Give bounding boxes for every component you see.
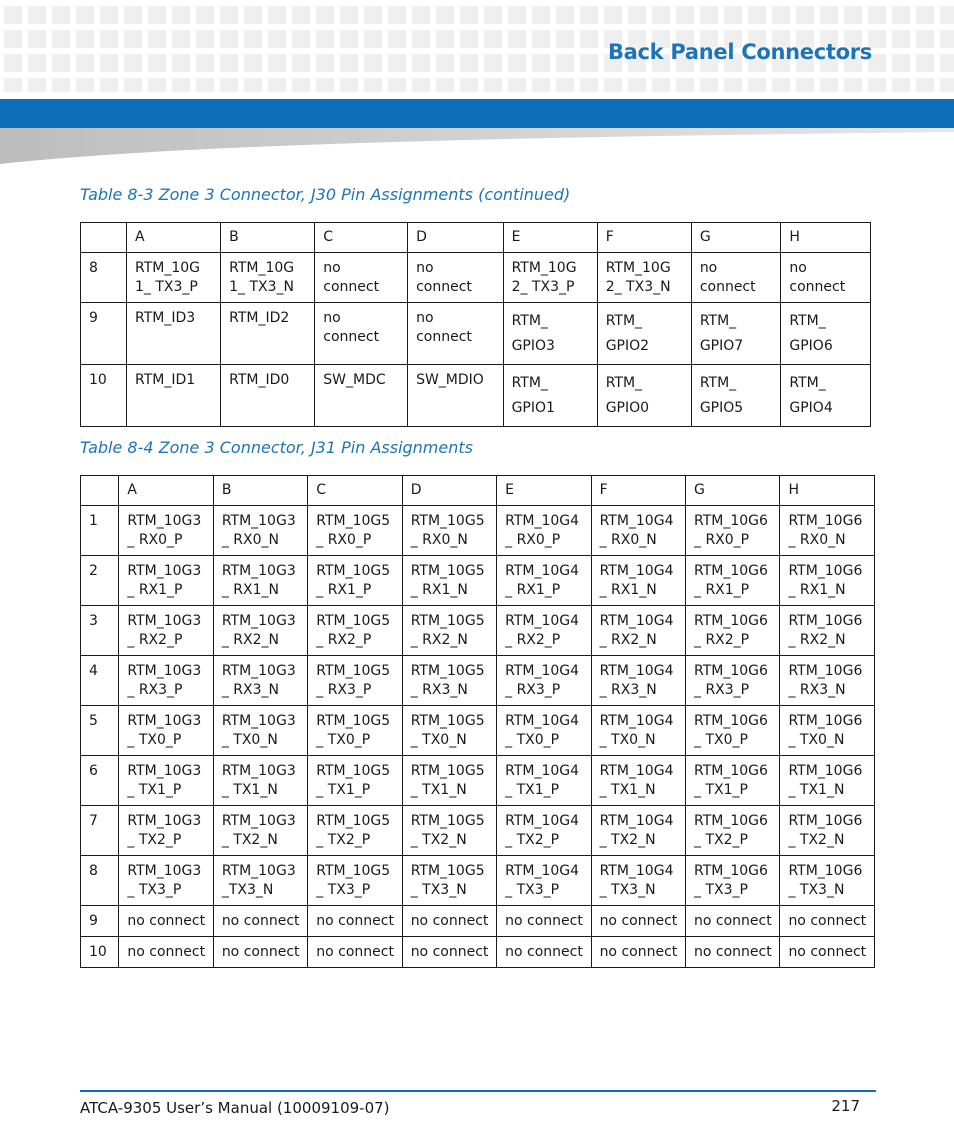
pattern-square xyxy=(292,78,310,92)
table-header-row xyxy=(81,223,871,253)
pattern-square xyxy=(436,6,454,24)
header-gray-swoosh xyxy=(0,128,954,164)
pin-signal-cell: RTM_10G5 _ TX1_N xyxy=(402,756,496,806)
table-row xyxy=(81,506,875,556)
pin-signal-cell: RTM_10G4 _ TX3_N xyxy=(591,856,685,906)
pin-signal-cell: RTM_ID2 xyxy=(221,303,315,365)
row-number-cell: 10 xyxy=(81,937,119,968)
pin-signal-cell: RTM_ GPIO7 xyxy=(691,303,781,365)
pattern-square xyxy=(412,78,430,92)
pin-signal-cell: RTM_10G3 _ RX3_N xyxy=(213,656,307,706)
row-number-cell: 6 xyxy=(81,756,119,806)
pattern-square xyxy=(196,6,214,24)
table-row xyxy=(81,856,875,906)
pin-signal-cell: RTM_10G6 _ RX0_P xyxy=(686,506,780,556)
pattern-square xyxy=(172,54,190,72)
pin-signal-cell: RTM_10G6 _ TX2_N xyxy=(780,806,875,856)
pattern-square xyxy=(484,30,502,48)
pin-signal-cell: RTM_10G3 _ RX2_N xyxy=(213,606,307,656)
pattern-square xyxy=(868,78,886,92)
pattern-square xyxy=(364,30,382,48)
row-number-cell: 7 xyxy=(81,806,119,856)
pattern-square xyxy=(124,6,142,24)
pattern-square xyxy=(700,6,718,24)
pin-signal-cell: RTM_10G3 _ TX3_P xyxy=(119,856,213,906)
pin-signal-cell: RTM_10G5 _ RX3_P xyxy=(308,656,402,706)
pin-signal-cell: SW_MDIO xyxy=(408,365,503,427)
column-header: E xyxy=(497,476,591,506)
pin-signal-cell: RTM_10G3 _ TX2_N xyxy=(213,806,307,856)
pattern-square xyxy=(100,54,118,72)
pin-signal-cell: RTM_10G4 _ RX2_P xyxy=(497,606,591,656)
column-header xyxy=(81,223,127,253)
table-row xyxy=(81,556,875,606)
pin-signal-cell: RTM_10G5 _ TX3_P xyxy=(308,856,402,906)
pattern-square xyxy=(484,78,502,92)
pattern-square xyxy=(484,54,502,72)
pattern-square xyxy=(580,6,598,24)
pattern-square xyxy=(796,78,814,92)
table-row xyxy=(81,806,875,856)
column-header: D xyxy=(402,476,496,506)
pattern-square xyxy=(196,30,214,48)
pattern-square xyxy=(844,78,862,92)
pattern-square xyxy=(508,30,526,48)
pin-signal-cell: no connect xyxy=(408,303,503,365)
row-number-cell: 10 xyxy=(81,365,127,427)
pattern-square xyxy=(244,54,262,72)
pattern-square xyxy=(364,54,382,72)
pin-signal-cell: no connect xyxy=(119,937,213,968)
pin-signal-cell: RTM_10G5 _ TX0_N xyxy=(402,706,496,756)
pin-signal-cell: RTM_10G4 _ TX0_P xyxy=(497,706,591,756)
pin-signal-cell: RTM_ GPIO1 xyxy=(503,365,597,427)
pin-signal-cell: RTM_10G4 _ TX1_P xyxy=(497,756,591,806)
pattern-square xyxy=(316,6,334,24)
pin-signal-cell: RTM_ GPIO4 xyxy=(781,365,871,427)
pattern-square xyxy=(892,54,910,72)
column-header: H xyxy=(780,476,875,506)
column-header: A xyxy=(119,476,213,506)
pattern-square xyxy=(28,30,46,48)
pattern-square xyxy=(316,30,334,48)
pin-signal-cell: RTM_ GPIO2 xyxy=(597,303,691,365)
pin-signal-cell: no connect xyxy=(686,937,780,968)
pattern-square xyxy=(244,6,262,24)
column-header: F xyxy=(591,476,685,506)
pattern-square xyxy=(124,30,142,48)
column-header: B xyxy=(221,223,315,253)
pattern-square xyxy=(28,6,46,24)
pin-signal-cell: RTM_10G4 _ RX0_P xyxy=(497,506,591,556)
pattern-square xyxy=(268,54,286,72)
pin-signal-cell: RTM_10G 2_ TX3_P xyxy=(503,253,597,303)
pattern-square xyxy=(124,54,142,72)
pattern-square xyxy=(556,54,574,72)
pattern-square xyxy=(652,78,670,92)
pattern-square xyxy=(940,6,954,24)
pin-signal-cell: no connect xyxy=(780,937,875,968)
footer-rule xyxy=(80,1090,876,1092)
pattern-square xyxy=(532,30,550,48)
pin-signal-cell: RTM_10G5 _ RX0_N xyxy=(402,506,496,556)
pattern-square xyxy=(748,6,766,24)
pin-signal-cell: RTM_ GPIO6 xyxy=(781,303,871,365)
pattern-square xyxy=(580,54,598,72)
pattern-square xyxy=(892,6,910,24)
pin-signal-cell: no connect xyxy=(408,253,503,303)
pin-signal-cell: no connect xyxy=(308,937,402,968)
pin-signal-cell: no connect xyxy=(780,906,875,937)
column-header: C xyxy=(315,223,408,253)
pin-signal-cell: RTM_10G3 _ RX1_P xyxy=(119,556,213,606)
pattern-square xyxy=(724,6,742,24)
table-row xyxy=(81,303,871,365)
pattern-square xyxy=(172,30,190,48)
pin-signal-cell: RTM_10G3 _ RX0_P xyxy=(119,506,213,556)
pin-signal-cell: no connect xyxy=(119,906,213,937)
pin-signal-cell: RTM_10G6 _ RX1_P xyxy=(686,556,780,606)
pattern-square xyxy=(676,6,694,24)
pin-signal-cell: RTM_10G3 _ TX1_N xyxy=(213,756,307,806)
pattern-square xyxy=(604,78,622,92)
pin-signal-cell: RTM_10G4 _ RX2_N xyxy=(591,606,685,656)
pin-signal-cell: RTM_10G 1_ TX3_P xyxy=(127,253,221,303)
pin-signal-cell: RTM_ID1 xyxy=(127,365,221,427)
pin-signal-cell: RTM_10G3 _ RX3_P xyxy=(119,656,213,706)
column-header xyxy=(81,476,119,506)
pin-signal-cell: RTM_10G6 _ RX3_N xyxy=(780,656,875,706)
pattern-square xyxy=(388,54,406,72)
pin-signal-cell: RTM_10G6 _ TX3_P xyxy=(686,856,780,906)
pin-signal-cell: RTM_10G6 _ TX1_N xyxy=(780,756,875,806)
footer-page-number: 217 xyxy=(831,1097,860,1115)
pin-signal-cell: RTM_10G5 _ RX0_P xyxy=(308,506,402,556)
pattern-square xyxy=(268,30,286,48)
pattern-square xyxy=(868,6,886,24)
row-number-cell: 9 xyxy=(81,303,127,365)
table-row xyxy=(81,656,875,706)
pattern-square xyxy=(220,78,238,92)
pattern-square xyxy=(4,30,22,48)
pattern-square xyxy=(652,6,670,24)
pattern-square xyxy=(940,54,954,72)
pin-signal-cell: RTM_10G5 _ RX3_N xyxy=(402,656,496,706)
pin-signal-cell: RTM_10G5 _ TX2_N xyxy=(402,806,496,856)
pin-signal-cell: no connect xyxy=(691,253,781,303)
pin-signal-cell: RTM_10G6 _ TX0_P xyxy=(686,706,780,756)
pattern-square xyxy=(100,6,118,24)
pattern-square xyxy=(820,6,838,24)
pattern-square xyxy=(244,78,262,92)
pattern-square xyxy=(292,54,310,72)
pattern-square xyxy=(484,6,502,24)
pattern-square xyxy=(940,30,954,48)
pin-signal-cell: RTM_10G5 _ TX2_P xyxy=(308,806,402,856)
pin-signal-cell: RTM_10G5 _ TX1_P xyxy=(308,756,402,806)
pattern-square xyxy=(28,54,46,72)
pattern-square xyxy=(436,54,454,72)
row-number-cell: 8 xyxy=(81,253,127,303)
pin-signal-cell: no connect xyxy=(402,906,496,937)
pattern-square xyxy=(580,78,598,92)
column-header: C xyxy=(308,476,402,506)
column-header: E xyxy=(503,223,597,253)
pin-signal-cell: RTM_10G3 _ TX1_P xyxy=(119,756,213,806)
pattern-square xyxy=(100,30,118,48)
pattern-square xyxy=(580,30,598,48)
pin-signal-cell: RTM_10G4 _ TX1_N xyxy=(591,756,685,806)
pin-signal-cell: RTM_10G3 _ RX1_N xyxy=(213,556,307,606)
pattern-square xyxy=(52,54,70,72)
pattern-square xyxy=(148,78,166,92)
pin-signal-cell: RTM_10G3 _TX3_N xyxy=(213,856,307,906)
table1-caption: Table 8-3 Zone 3 Connector, J30 Pin Assignments (continued) xyxy=(80,185,571,204)
pattern-square xyxy=(628,78,646,92)
pattern-square xyxy=(460,54,478,72)
pattern-square xyxy=(100,78,118,92)
table-row xyxy=(81,937,875,968)
pin-signal-cell: RTM_10G3 _ TX2_P xyxy=(119,806,213,856)
row-number-cell: 3 xyxy=(81,606,119,656)
pattern-square xyxy=(916,6,934,24)
pattern-square xyxy=(700,78,718,92)
header-blue-bar xyxy=(0,99,954,128)
pin-signal-cell: RTM_10G3 _ RX2_P xyxy=(119,606,213,656)
pattern-square xyxy=(412,6,430,24)
pattern-square xyxy=(4,6,22,24)
pin-signal-cell: RTM_10G6 _ TX3_N xyxy=(780,856,875,906)
column-header: F xyxy=(597,223,691,253)
column-header: G xyxy=(691,223,781,253)
pattern-square xyxy=(220,6,238,24)
pattern-square xyxy=(532,78,550,92)
pattern-square xyxy=(340,54,358,72)
pattern-square xyxy=(532,6,550,24)
row-number-cell: 8 xyxy=(81,856,119,906)
pin-signal-cell: RTM_10G6 _ RX3_P xyxy=(686,656,780,706)
pin-signal-cell: RTM_10G6 _ RX1_N xyxy=(780,556,875,606)
pattern-square xyxy=(724,78,742,92)
pin-signal-cell: RTM_10G4 _ RX3_N xyxy=(591,656,685,706)
pin-signal-cell: RTM_ GPIO5 xyxy=(691,365,781,427)
pin-table-j30 xyxy=(80,222,871,427)
pin-signal-cell: no connect xyxy=(315,253,408,303)
pattern-square xyxy=(892,30,910,48)
pin-signal-cell: no connect xyxy=(213,937,307,968)
row-number-cell: 9 xyxy=(81,906,119,937)
row-number-cell: 5 xyxy=(81,706,119,756)
table2-caption: Table 8-4 Zone 3 Connector, J31 Pin Assignments xyxy=(80,438,473,457)
pattern-square xyxy=(364,78,382,92)
pattern-square xyxy=(4,78,22,92)
pattern-square xyxy=(556,30,574,48)
pattern-square xyxy=(436,78,454,92)
pattern-square xyxy=(892,78,910,92)
pin-signal-cell: RTM_10G3 _ TX0_P xyxy=(119,706,213,756)
pattern-square xyxy=(436,30,454,48)
column-header: H xyxy=(781,223,871,253)
table-row xyxy=(81,906,875,937)
column-header: A xyxy=(127,223,221,253)
pattern-square xyxy=(508,54,526,72)
column-header: G xyxy=(686,476,780,506)
pin-signal-cell: RTM_10G6 _ TX1_P xyxy=(686,756,780,806)
pin-signal-cell: RTM_10G6 _ TX2_P xyxy=(686,806,780,856)
pin-signal-cell: RTM_10G5 _ TX3_N xyxy=(402,856,496,906)
pattern-square xyxy=(148,6,166,24)
pattern-square xyxy=(460,78,478,92)
pin-signal-cell: no connect xyxy=(402,937,496,968)
pin-signal-cell: RTM_ID3 xyxy=(127,303,221,365)
pattern-square xyxy=(820,78,838,92)
footer-manual-title: ATCA-9305 User’s Manual (10009109-07) xyxy=(80,1099,390,1117)
pin-signal-cell: RTM_10G4 _ TX3_P xyxy=(497,856,591,906)
pattern-square xyxy=(916,54,934,72)
pattern-square xyxy=(460,30,478,48)
pattern-square xyxy=(340,6,358,24)
pin-signal-cell: RTM_10G5 _ TX0_P xyxy=(308,706,402,756)
pin-signal-cell: RTM_10G5 _ RX2_N xyxy=(402,606,496,656)
pattern-square xyxy=(844,6,862,24)
pattern-square xyxy=(388,78,406,92)
pattern-square xyxy=(4,54,22,72)
pattern-square xyxy=(772,78,790,92)
pattern-square xyxy=(340,30,358,48)
column-header: D xyxy=(408,223,503,253)
pattern-square xyxy=(220,54,238,72)
pattern-square xyxy=(748,78,766,92)
pattern-square xyxy=(52,30,70,48)
table-row xyxy=(81,756,875,806)
pin-signal-cell: RTM_10G5 _ RX2_P xyxy=(308,606,402,656)
pattern-square xyxy=(364,6,382,24)
pattern-square xyxy=(556,78,574,92)
pattern-square xyxy=(460,6,478,24)
pin-signal-cell: no connect xyxy=(315,303,408,365)
pattern-square xyxy=(388,30,406,48)
pattern-square xyxy=(940,78,954,92)
pattern-square xyxy=(196,78,214,92)
pattern-square xyxy=(76,78,94,92)
pattern-square xyxy=(268,6,286,24)
pin-signal-cell: no connect xyxy=(686,906,780,937)
pattern-square xyxy=(76,6,94,24)
pin-signal-cell: RTM_10G5 _ RX1_P xyxy=(308,556,402,606)
pattern-square xyxy=(676,78,694,92)
pin-signal-cell: RTM_10G 2_ TX3_N xyxy=(597,253,691,303)
pattern-square xyxy=(556,6,574,24)
pattern-square xyxy=(388,6,406,24)
pattern-square xyxy=(916,30,934,48)
pattern-square xyxy=(52,78,70,92)
row-number-cell: 4 xyxy=(81,656,119,706)
pattern-square xyxy=(508,6,526,24)
pattern-square xyxy=(772,6,790,24)
pin-signal-cell: RTM_10G6 _ RX2_P xyxy=(686,606,780,656)
pin-signal-cell: RTM_10G4 _ RX3_P xyxy=(497,656,591,706)
column-header: B xyxy=(213,476,307,506)
pattern-square xyxy=(292,6,310,24)
pin-signal-cell: RTM_ GPIO3 xyxy=(503,303,597,365)
pin-signal-cell: RTM_10G4 _ RX0_N xyxy=(591,506,685,556)
pattern-square xyxy=(76,30,94,48)
pin-table-j31 xyxy=(80,475,875,968)
pattern-square xyxy=(412,54,430,72)
pattern-square xyxy=(28,78,46,92)
pin-signal-cell: RTM_10G4 _ TX2_P xyxy=(497,806,591,856)
pattern-square xyxy=(316,78,334,92)
page-title: Back Panel Connectors xyxy=(607,40,872,64)
pin-signal-cell: RTM_ID0 xyxy=(221,365,315,427)
pin-signal-cell: no connect xyxy=(591,906,685,937)
pin-signal-cell: RTM_10G3 _ RX0_N xyxy=(213,506,307,556)
pin-signal-cell: RTM_10G5 _ RX1_N xyxy=(402,556,496,606)
table-row xyxy=(81,706,875,756)
pattern-square xyxy=(508,78,526,92)
pattern-square xyxy=(316,54,334,72)
table-row xyxy=(81,606,875,656)
pin-signal-cell: no connect xyxy=(497,937,591,968)
pattern-square xyxy=(628,6,646,24)
pattern-square xyxy=(148,54,166,72)
pattern-square xyxy=(76,54,94,72)
table-header-row xyxy=(81,476,875,506)
pattern-square xyxy=(148,30,166,48)
pin-signal-cell: RTM_10G4 _ TX0_N xyxy=(591,706,685,756)
pin-signal-cell: RTM_10G4 _ RX1_P xyxy=(497,556,591,606)
pattern-square xyxy=(292,30,310,48)
pattern-square xyxy=(172,78,190,92)
pin-signal-cell: no connect xyxy=(308,906,402,937)
pin-signal-cell: RTM_10G 1_ TX3_N xyxy=(221,253,315,303)
pattern-square xyxy=(52,6,70,24)
row-number-cell: 2 xyxy=(81,556,119,606)
pin-signal-cell: SW_MDC xyxy=(315,365,408,427)
pin-signal-cell: no connect xyxy=(497,906,591,937)
pattern-square xyxy=(916,78,934,92)
pin-signal-cell: no connect xyxy=(781,253,871,303)
pin-signal-cell: no connect xyxy=(213,906,307,937)
table-row xyxy=(81,253,871,303)
pattern-square xyxy=(268,78,286,92)
pattern-square xyxy=(196,54,214,72)
pattern-square xyxy=(172,6,190,24)
pin-signal-cell: RTM_10G6 _ RX0_N xyxy=(780,506,875,556)
pin-signal-cell: RTM_ GPIO0 xyxy=(597,365,691,427)
pin-signal-cell: RTM_10G4 _ RX1_N xyxy=(591,556,685,606)
pattern-square xyxy=(532,54,550,72)
pin-signal-cell: RTM_10G3 _ TX0_N xyxy=(213,706,307,756)
pattern-square xyxy=(124,78,142,92)
row-number-cell: 1 xyxy=(81,506,119,556)
pattern-square xyxy=(340,78,358,92)
table-row xyxy=(81,365,871,427)
pattern-square xyxy=(604,6,622,24)
pattern-square xyxy=(220,30,238,48)
pin-signal-cell: RTM_10G4 _ TX2_N xyxy=(591,806,685,856)
pin-signal-cell: RTM_10G6 _ RX2_N xyxy=(780,606,875,656)
pattern-square xyxy=(412,30,430,48)
pattern-square xyxy=(796,6,814,24)
pattern-square xyxy=(244,30,262,48)
pin-signal-cell: RTM_10G6 _ TX0_N xyxy=(780,706,875,756)
pin-signal-cell: no connect xyxy=(591,937,685,968)
